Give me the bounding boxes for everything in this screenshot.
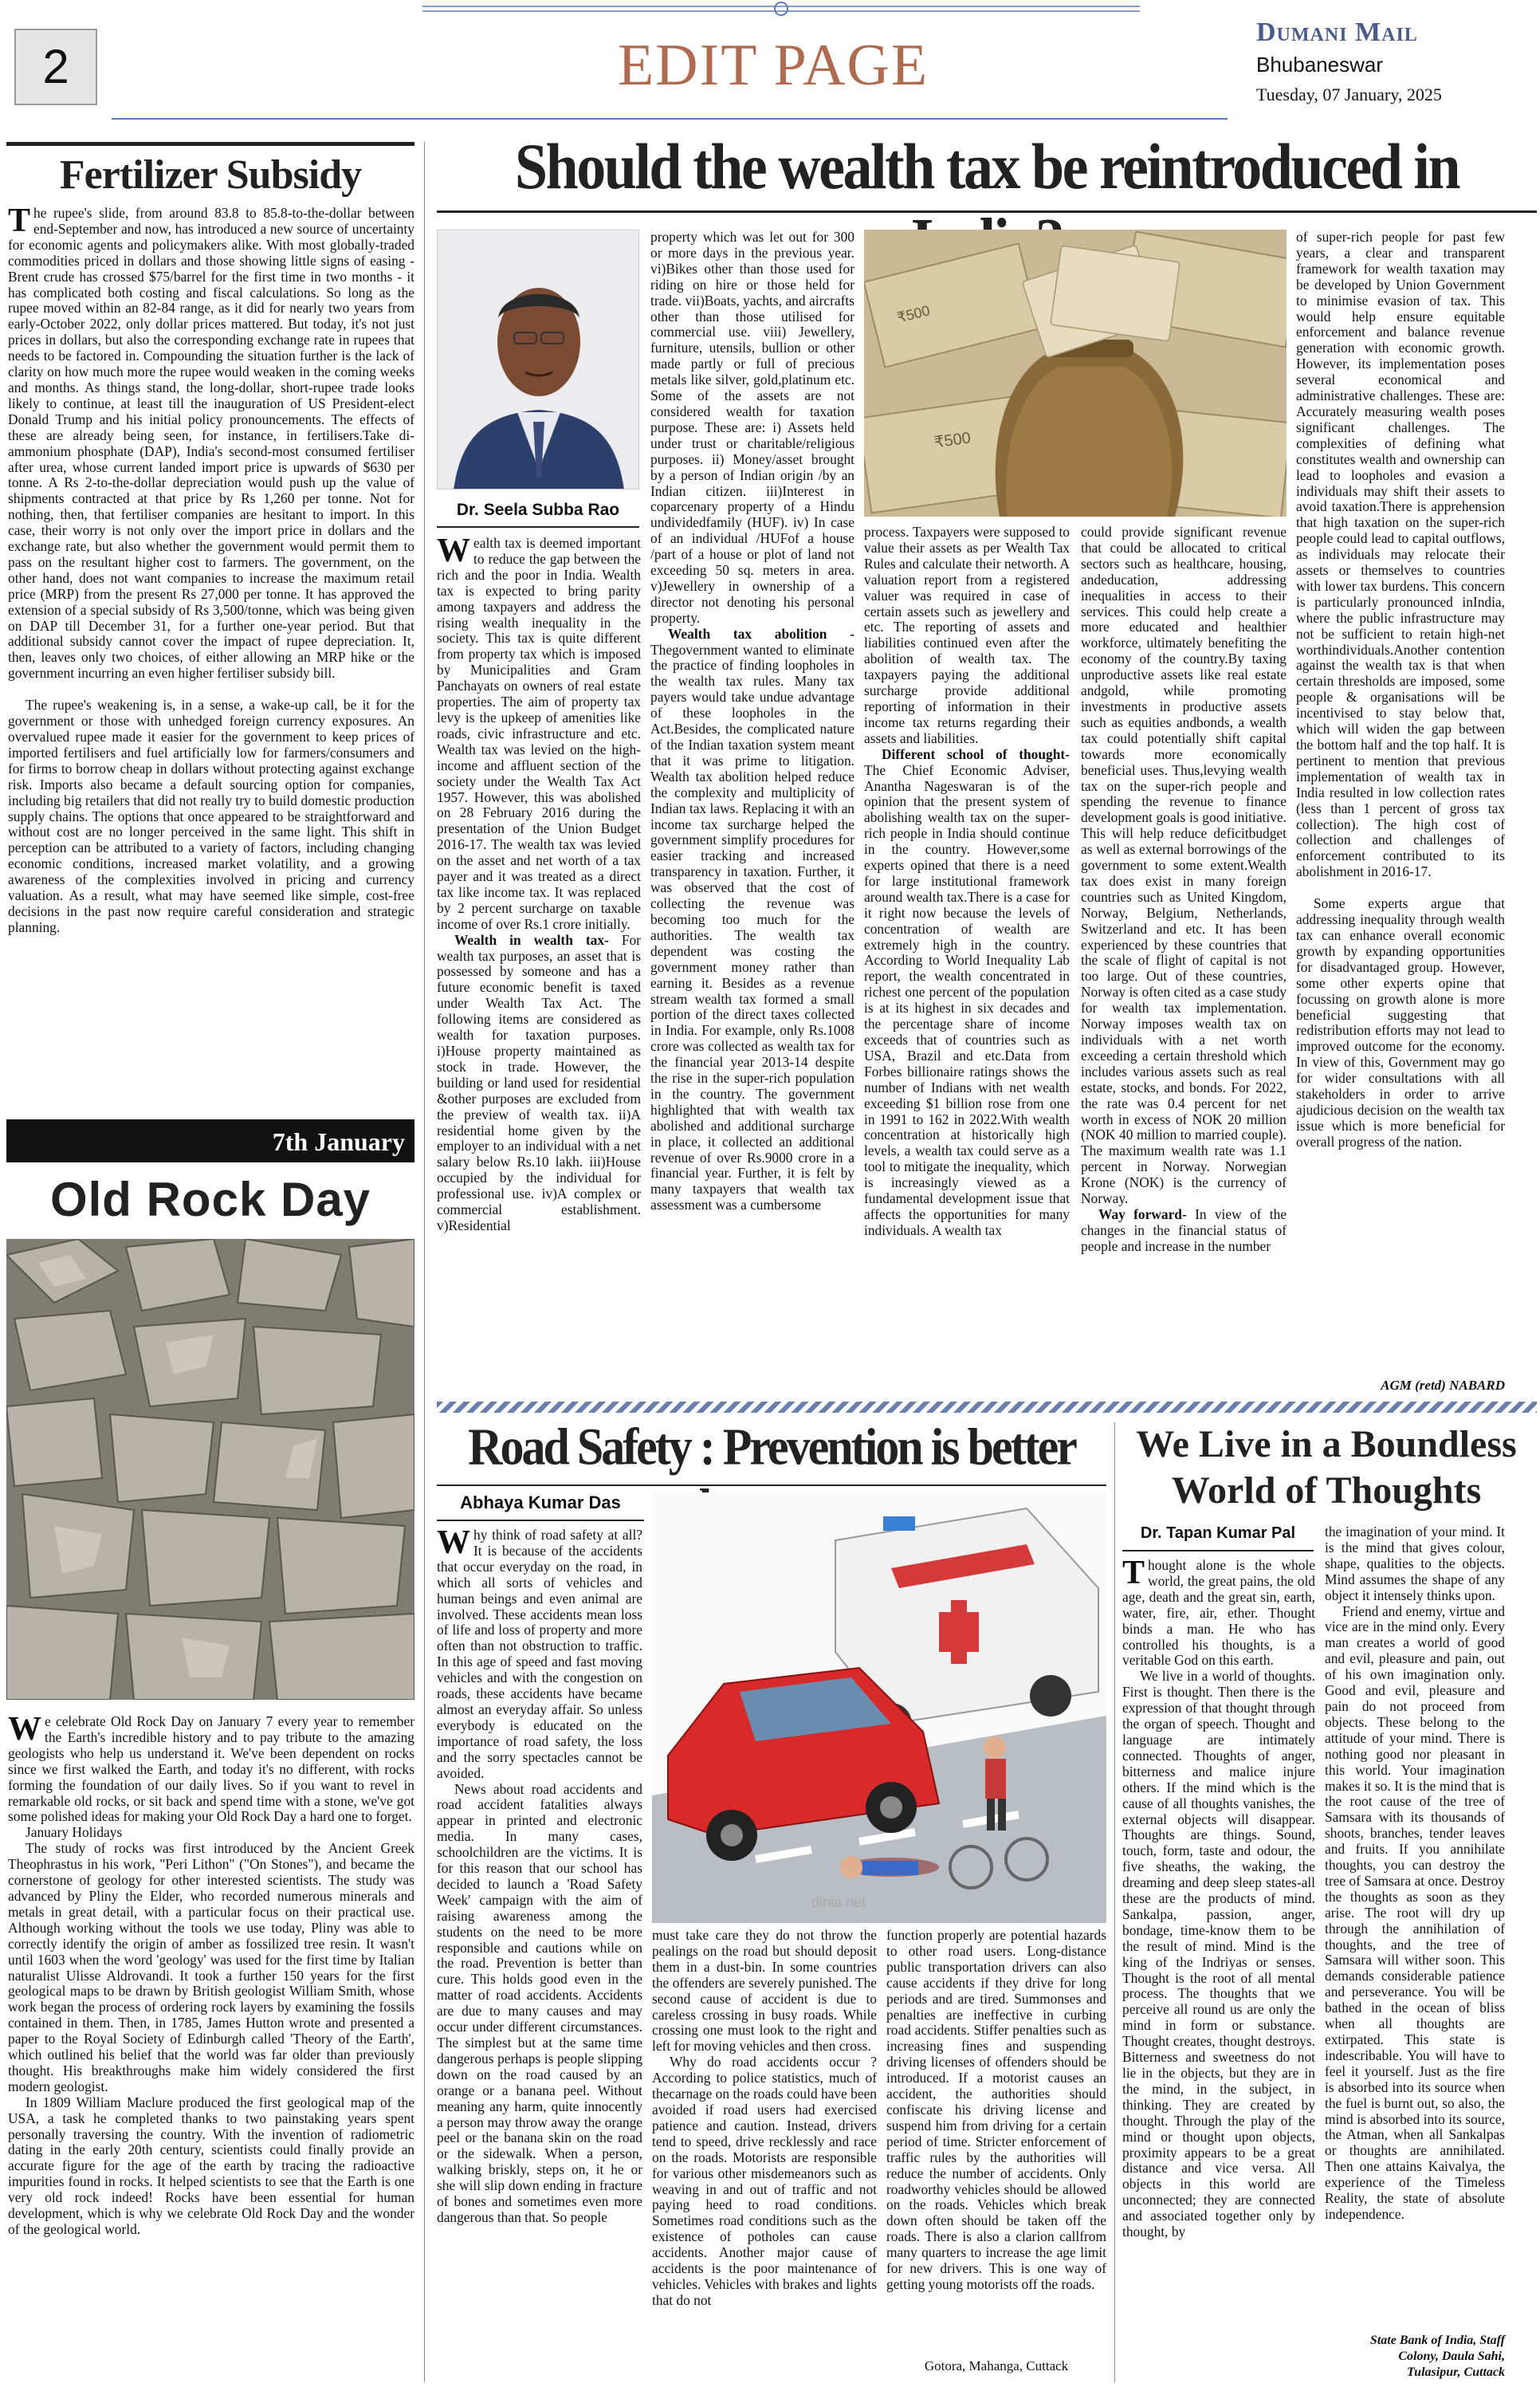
road-col2 bbox=[652, 1928, 877, 2382]
thoughts-col2 bbox=[1325, 1524, 1505, 2325]
oldrock-title: Old Rock Day bbox=[49, 1173, 371, 1226]
thoughts-col1-text: hought alone is the whole world, the great pains, the old age, death and the great sin, earth, water, fire, air, ether. Thought binds a man. He who has controlled his thoughts, is a veritable God on this earth. bbox=[1122, 1558, 1315, 1669]
wealth-col3-text: process. Taxpayers were supposed to value their assets as per Wealth Tax Rules and calculate their networth. A valuation report from a registered valuer was required in case of certain assets such as jewellery and etc. The reporting of assets and liabilities continued even after the abolition of wealth tax. The taxpayers paying the additional surcharge provide additional reporting of information in their income tax returns regarding their assets and liabilities. bbox=[864, 525, 1070, 746]
wealth-col4 bbox=[1081, 525, 1287, 1354]
thoughts-signoff-line2: Colony, Daula Sahi, bbox=[1398, 2350, 1505, 2363]
wealth-author-rule bbox=[437, 526, 639, 528]
oldrock-para1: e celebrate Old Rock Day on January 7 every year to remember the Earth's incredible history and to pay tribute to the amazing geologists who help us understand it. We've been dependent on rocks since we first walked the Earth, and today it's no different, with rocks forming the foundation of our daily lives. So if you want to revel in remarkable old rocks, or sit back and spend time with a stone, we've got some polished ideas for making your Old Rock Day a hard one to forget. bbox=[8, 1714, 414, 1825]
thoughts-col1 bbox=[1122, 1558, 1315, 2382]
road-col2-text: must take care they do not throw the pealings on the road but should deposit them in a dust-bin. In some countries the offenders are severely punished. The second cause of accident is due to careless crossing in busy roads. While crossing one must look to the right and left for moving vehicles and then cross. bbox=[652, 1928, 877, 2055]
wealth-col2b-text: Thegovernment wanted to eliminate the practice of finding loopholes in the wealth tax rules. Many tax payers would take undue advantage of these loopholes in the Act.Besides, the complicated nature of the Indian taxation system meant that it was prime to litigation. Wealth tax abolition helped reduce the complexity and multiplicity of Indian tax laws. Replacing it with an income tax surcharge helped the government simplify procedures for easier tracking and increased transparency in taxation. Further, it was observed that the cost of collecting the revenue was becoming too much for the authorities. The wealth tax dependent was costing the government money rather than earning it. Besides as a revenue stream wealth tax formed a small portion of the direct taxes collected in India. For example, only Rs.1008 crore was collected as wealth tax for the financial year 2013-14 despite the rise in the super-rich population in the country. The government highlighted that with wealth tax abolished and additional surcharge in place, it collected an additional revenue of over Rs.9000 crore in a financial year. Further, it is felt by many taxpayers that wealth tax assessment was a cumbersome bbox=[650, 641, 854, 1213]
road-col3 bbox=[886, 1928, 1106, 2342]
oldrock-date-label: 7th January bbox=[272, 1127, 405, 1156]
fertilizer-title: Fertilizer Subsidy bbox=[59, 152, 362, 198]
wealth-col1b-text: For wealth tax purposes, an asset that is possessed by someone and has a future economic benefit is taxed under Wealth Tax Act. The following items are considered as wealth for taxation purposes. i)House property maintained as stock in trade. However, the building or land used for residential &other purposes are excluded from the preview of wealth tax. ii)A residential home given by the employer to an individual with a net salary below Rs.10 lakh. iii)House occupied by the individual for professional use. iv)A complex or commercial establishment. v)Residential bbox=[437, 931, 641, 1233]
road-col3-text: function properly are potential hazards to other road users. Long-distance public transportation drivers can also cause accidents if they drive for long periods and are tired. Summonses and penalties are ineffective in curbing road accidents. Stiffer penalties such as increasing fines and suspending driving licenses of offenders should be introduced. If a motorist causes an accident, the authorities should confiscate his driving license and suspend him from driving for a certain period of time. Stricter enforcement of traffic rules by the authorities will reduce the number of accidents. Only roadworthy vehicles should be allowed on the roads. Vehicles which break down often should be taken off the roads. There is also a clarion callfrom many quarters to increase the age limit for new drivers. This is one way of getting young motorists off the roads. bbox=[886, 1928, 1106, 2292]
svg-text:₹500: ₹500 bbox=[933, 429, 972, 452]
thoughts-col1b-text: We live in a world of thoughts. First is thought. Then there is the expression of that thought through the organ of speech. Thought and language are intimately connected. Thoughts of anger, bitterness and malice injure others. If the mind which is the cause of all thoughts vanishes, the external objects will disappear. Thoughts are things. Sound, touch, form, taste and odour, the five sheaths, the waking, the dreaming and deep sleep states-all these are the products of mind. Sankalpa, passion, anger, bondage, time-know them to be the result of mind. Mind is the king of the Indriyas or senses. Thought is the root of all mental process. The thoughts that we perceive all round us are only the mind in form or substance. Thought creates, thought destroys. Bitterness and sweetness do not lie in the objects, but they are in the mind, in the subject, in thinking. They are created by thought. Through the play of the mind or thought upon objects, proximity appears to be a great distance and vice versa. All objects in this world are unconnected; they are connected and associated together only by thought, by bbox=[1122, 1668, 1315, 2240]
wealth-col2 bbox=[650, 230, 854, 1352]
road-accident-illustration bbox=[652, 1492, 1106, 1923]
wealth-col4-head: Way forward- bbox=[1098, 1205, 1187, 1222]
dropcap: T bbox=[1122, 1558, 1145, 1591]
oldrock-para2: January Holidays bbox=[26, 1824, 123, 1841]
road-thoughts-divider bbox=[1114, 1422, 1115, 2382]
road-signoff: Gotora, Mahanga, Cuttack bbox=[924, 2358, 1069, 2373]
thoughts-col2-text: the imagination of your mind. It is the mind that gives colour, shape, qualities to the objects. Mind assumes the shape of any object it intensely thinks upon. bbox=[1325, 1524, 1505, 1603]
image-watermark: dinia.net bbox=[811, 1894, 866, 1910]
page-number: 2 bbox=[42, 40, 69, 93]
thoughts-signoff-line3: Tulasipur, Cuttack bbox=[1407, 2365, 1505, 2379]
dropcap: W bbox=[437, 536, 470, 569]
wealth-col1 bbox=[437, 536, 641, 1352]
svg-text:₹500: ₹500 bbox=[895, 302, 932, 326]
author-photo-seela bbox=[437, 230, 639, 490]
wealth-title: Should the wealth tax be reintroduced in bbox=[514, 131, 1459, 203]
road-author-rule bbox=[437, 1520, 644, 1521]
page-number-box bbox=[14, 29, 97, 105]
oldrock-para3: The study of rocks was first introduced by the Ancient Greek Theophrastus in his work, "Peri Lithon" ("On Stones"), and became the cornerstone of geology for other interested scientists. The study was advanced by Pliny the Elder, who recorded numerous minerals and metals in great detail, with a particular focus on their practical use. Although working without the tools we use today, Pliny was able to correctly identify the origin of amber as fossilized tree resin. It wasn't until 1603 when the word 'geology' was used for the first time by Italian naturalist Ulisse Aldrovandi. It took a further 150 years for the first geological maps to be drawn by British geologist William Smith, whose work began the process of ordering rock layers by examining the fossils contained in them. Then, in 1785, James Hutton wrote and presented a paper to the Royal Society of Edinburgh called 'Theory of the Earth', which outlined his belief that the world was far older than previously thought. His breakthroughs make him widely considered the first modern geologist. bbox=[8, 1840, 414, 2094]
wealth-signoff: AGM (retd) NABARD bbox=[1381, 1378, 1505, 1393]
road-author: Abhaya Kumar Das bbox=[460, 1492, 621, 1512]
money-bag-photo bbox=[864, 230, 1287, 517]
wealth-author: Dr. Seela Subba Rao bbox=[456, 501, 620, 519]
thoughts-author: Dr. Tapan Kumar Pal bbox=[1140, 1524, 1296, 1542]
wealth-col5-text: of super-rich people for past few years, a clear and transparent framework for wealth taxation may be developed by Union Government to minimise evasion of tax. This would help ensure equitable enforcement and balance revenue generation with economic growth. However, its implementation poses several economical and administrative challenges. These are: Accurately measuring wealth poses significant challenges. The complexities of defining what constitutes wealth and ownership can lead to loopholes and evasion a individuals may shift their assets to avoid taxation.There is apprehension that high taxation on the super-rich people could lead to capital outflows, as individuals may relocate their assets or themselves to countries with lower tax burdens. This concern is particularly pronounced inIndia, where the public infrastructure may not be sufficient to retain high-net worthindividuals.Another contention against the wealth tax is that when certain thresholds are imposed, some people & organisations will be incentivised to stay below that, which will widen the gap between the bottom half and the top half. It is pertinent to mention that previous implementation of wealth tax in India resulted in low collection rates (less than 1 percent of gross tax collection). The high cost of collection and challenges of enforcement contributed to its abolishment in 2016-17. bbox=[1296, 230, 1505, 880]
wealth-col3b-text: The Chief Economic Adviser, Anantha Nageswaran is of the opinion that the present system of abolishing wealth tax on the super-rich people in India should continue in the country. However,some experts opined that there is a need for large institutional framework around wealth tax.There is a case for it right now because the levels of concentration of wealth are extremely high in the country. According to World Inequality Lab report, the wealth concentrated in richest one percent of the population is at its highest in six decades and the percentage share of income exceeds that of countries such as USA, Brazil and etc.Data from Forbes billionaire ratings shows the number of Indians with net wealth exceeding $1 billion rose from one in 1991 to 162 in 2022.With wealth concentration at historically high levels, a wealth tax could serve as a tool to mitigate the inequality, which is increasingly viewed as a fundamental development issue that affects the opportunities for many individuals. A wealth tax bbox=[864, 761, 1070, 1238]
section-divider-stripes bbox=[437, 1402, 1537, 1413]
road-col2b-text: Why do road accidents occur ? According to police statistics, much of thecarnage on the roads could have been avoided if road users had exercised patience and caution. Instead, drivers tend to speed, drive recklessly and race on the roads. Motorists are responsible for various other misdemeanors such as weaving in and out of traffic and not paying heed to road conditions. Sometimes road conditions such as the existence of potholes can cause accidents. Another major cause of accidents is the poor maintenance of vehicles. Vehicles with brakes and lights that do not bbox=[652, 2054, 877, 2308]
wealth-col5b-text: Some experts argue that addressing inequality through wealth tax can enhance overall economic growth by expanding opportunities for disadvantaged group. However, some other experts opine that focussing on growth alone is more beneficial suggesting that redistribution efforts may not lead to improved outcome for the economy. In view of this, Government may go for wider consultations with all stakeholders in order to arrive ajudicious decision on the wealth tax issue which is more beneficial for overall progress of the nation. bbox=[1296, 895, 1505, 1150]
fertilizer-para2: The rupee's weakening is, in a sense, a wake-up call, be it for the government or those with unhedged foreign currency exposures. An overvalued rupee made it easier for the government to keep prices of imported fertilisers and fuel artificially low for farmers/consumers and for firms to borrow cheap in dollars without protecting against exchange risk. Imports also became a default sourcing option for companies, including big retailers that did not really try to build domestic production supply chains. The options that once appeared to be straightforward and without cost are no longer perceived in the same light. This shift in perception can be attributed to a variety of factors, including changing economic conditions, increased market volatility, and a growing awareness of the complexities involved in pricing and currency valuation. As a result, what may have seemed like simple, cost-free decisions in the past now require careful consideration and strategic planning. bbox=[8, 697, 414, 935]
wealth-col2-text: property which was let out for 300 or more days in the previous year. vi)Bikes other than those used for riding on hire or those held for trade. vii)Boats, yachts, and aircrafts other than those utilised for commercial use. viii) Jewellery, furniture, utensils, bullion or other made partly or full of precious metals like silver, gold,platinum etc. Some of the assets are not considered wealth for taxation purpose. These are: i) Assets held under trust or charitable/religious purposes. ii) Money/asset brought by a person of Indian origin /by an Indian citizen. iii)Interest in coparcenary property of a Hindu undividedfamily (HUF). iv) In case of an individual /HUFof a house /part of a house or plot of land not exceeding 50 sq. meters in area. v)Jewellery in ownership of a director not denoting his personal property. bbox=[650, 230, 854, 626]
dropcap: W bbox=[8, 1714, 41, 1748]
fertilizer-body bbox=[8, 206, 414, 1103]
paper-city: Bhubaneswar bbox=[1256, 53, 1383, 77]
dropcap: W bbox=[437, 1528, 470, 1561]
paper-date: Tuesday, 07 January, 2025 bbox=[1256, 85, 1442, 104]
thoughts-title-line1: We Live in a Boundless bbox=[1136, 1423, 1517, 1465]
paper-name: Dumani Mail bbox=[1256, 18, 1418, 47]
wealth-col4b-text: In view of the changes in the financial status of people and increase in the number bbox=[1081, 1205, 1287, 1254]
masthead-rule bbox=[112, 118, 1228, 120]
masthead-ornament-top bbox=[422, 0, 1140, 18]
wealth-title-rule bbox=[437, 210, 1537, 213]
oldrock-para4: In 1809 William Maclure produced the first geological map of the USA, a task he completed thanks to two painstaking years spent personally traversing the country. With the invention of radiometric dating in the early 20th century, scientists could finally provide an accurate figure for the age of the earth by tracing the radioactive impurities found in rocks. It helped scientists to see that the Earth is one very old rock indeed! Rocks have been essential for human development, which is why we celebrate Old Rock Day and the wonder of the geological world. bbox=[8, 2094, 414, 2237]
wealth-col5 bbox=[1296, 230, 1505, 1330]
section-title: EDIT PAGE bbox=[617, 33, 929, 98]
thoughts-title-line2: World of Thoughts bbox=[1171, 1469, 1482, 1512]
fertilizer-para1: he rupee's slide, from around 83.8 to 85.8-to-the-dollar between end-September and now, has introduced a new source of uncertainty for economic agents and policymakers alike. With most globally-traded commodities priced in dollars and those showing little signs of easing - Brent crude has crossed $75/barrel for the first time in two months - it has complicated both costing and fiscal calculations. So long as the rupee moved within an 82-84 range, as it did for nearly two years from early-October 2022, only dollar prices mattered. But today, it's not just prices in dollars, but also the corresponding exchange rate in rupees that needs to be factored in. Compounding the situation further is the lack of clarity on how much more the rupee would weaken in the coming weeks and months. As things stand, the long-dollar, short-rupee trade looks likely to continue, at least till the inauguration of US President-elect Donald Trump and his initial policy pronouncements. The effects of these are already being seen, for instance, in fertilisers.Take di-ammonium phosphate (DAP), India's second-most consumed fertiliser after urea, whose current landed import price is upwards of $630 per tonne. A Rs 2-to-the-dollar depreciation would push up the value of shipments contracted at that price by Rs 1,260 per tonne. Not for nothing, then, that fertiliser companies are hesitant to import. In this case, their worry is not only over the import price in dollars and the exchange rate, but also whether the government would permit them to pass on the resultant higher cost to farmers. The government, on the other hand, does not want companies to increase the maximum retail price (MRP) from the present Rs 27,000 per tonne. It has approved the extension of a special subsidy of Rs 3,500/tonne, which was being given on DAP till December 31, for a further one-year period. But that additional subsidy cannot cover the impact of rupee depreciation. It, then, leaves only two choices, of either allowing an MRP hike or the government incurring an even higher fertiliser subsidy bill. bbox=[8, 206, 414, 682]
wealth-col4-text: could provide significant revenue that could be allocated to critical sectors such as healthcare, housing, andeducation, addressing inequalities in access to their services. This could help create a more educated and healthier workforce, ultimately benefiting the economy of the country.By taxing unproductive assets like real estate andgold, while promoting investments in productive assets such as equities andbonds, a wealth tax could potentially shift capital towards more economically beneficial uses. Thus,levying wealth tax on the super-rich people and spending the revenue to finance development goals is good initiative. This will help reduce deficitbudget as well as external borrowings of the government to some extent.Wealth tax does exist in many foreign countries such as United Kingdom, Norway, Belgium, Netherlands, Switzerland and etc. It has been experienced by these countries that the scale of flight of capital is not too large. Out of these countries, Norway is often cited as a case study for wealth tax implementation. Norway imposes wealth tax on individuals with a net worth exceeding a certain threshold which includes various assets such as real estate, stocks, and bonds. For 2022, the rate was 0.4 percent for net worth in excess of NOK 20 million (NOK 40 million to married couple). The maximum wealth rate was 1.1 percent in Norway. Norwegian Krone (NOK) is the currency of Norway. bbox=[1081, 525, 1287, 1207]
dropcap: T bbox=[8, 206, 31, 239]
road-col1b-text: News about road accidents and road accident fatalities always appear in printed and electronic media. In many cases, schoolchildren are the victims. It is for this reason that our school has decided to launch a 'Road Safety Week' campaign with the aim of raising awareness among the students on the need to be more responsible and cautions while on the road. Prevention is better than cure. This holds good even in the matter of road accidents. Accidents are due to many causes and may occur under different circumstances. The simplest but at the same time dangerous perhaps is people slipping down on the road caused by an orange or a banana peel. Without meaning any harm, quite innocently a person may throw away the orange peel or the banana skin on the road or the sidewalk. When a person, walking briskly, steps on, it he or she will slip down ending in fracture of bones and sometimes even more dangerous than that. So people bbox=[437, 1780, 642, 2225]
thoughts-col2b-text: Friend and enemy, virtue and vice are in the mind only. Every man creates a world of good and evil, pleasure and pain, out of his own imagination only. Good and evil, pleasure and pain do not proceed from objects. These belong to the attitude of your mind. There is nothing good nor pleasant in this world. Your imagination makes it so. It is the mind that is the root cause of the tree of Samsara with its thousands of shoots, branches, tender leaves and fruits. If you annihilate thoughts, you can destroy the tree of Samsara at once. Destroy the thoughts as soon as they arise. The root will dry up through the annihilation of thoughts, and the tree of Samsara will wither soon. This demands considerable patience and perseverance. You will be bathed in the ocean of bliss when all thoughts are extirpated. This state is indescribable. You will have to feel it yourself. Just as the fire is absorbed into its source when the fuel is burnt out, so also, the mind is absorbed into its source, the Atman, when all Sankalpas or thoughts are annihilated. Then one attains Kaivalya, the experience of the Timeless Reality, the state of absolute independence. bbox=[1325, 1602, 1505, 2222]
left-column-divider bbox=[424, 142, 425, 2382]
wealth-col2-head: Wealth tax abolition - bbox=[668, 625, 854, 642]
wealth-col3 bbox=[864, 525, 1070, 1354]
wealth-col3-head: Different school of thought- bbox=[882, 745, 1070, 762]
thoughts-author-rule bbox=[1122, 1550, 1314, 1551]
road-col1-text: hy think of road safety at all? It is because of the accidents that occur everyday on the road, in which all sorts of vehicles and human beings and even animal are involved. These accidents mean loss of life and loss of property and more often than not obstruction to traffic. In this age of speed and fast moving vehicles and with the congestion on roads, these accidents have became almost an everyday affair. So unless everybody is educated on the importance of road safety, the loss and the sorry spectacles cannot be avoided. bbox=[437, 1528, 642, 1781]
road-col1 bbox=[437, 1528, 642, 2381]
oldrock-body bbox=[8, 1714, 414, 2384]
road-title: Road Safety : Prevention is better bbox=[468, 1418, 1075, 1476]
fertilizer-top-rule bbox=[6, 142, 414, 146]
thoughts-signoff-line1: State Bank of India, Staff bbox=[1369, 2334, 1505, 2347]
thoughts-signoff bbox=[1325, 2333, 1505, 2381]
wealth-col1-text: ealth tax is deemed important to reduce the gap between the rich and the poor in India. Wealth tax is expected to bring parity among taxpayers and address the rising wealth inequality in the society. This tax is quite different from property tax which is imposed by Municipalities and Gram Panchayats on owners of real estate properties. The aim of property tax levy is the upkeep of amenities like roads, civic infrastructure and etc. Wealth tax was levied on the high-income and affluent section of the society under the Wealth Tax Act 1957. However, this was abolished on 28 February 2016 during the presentation of the Union Budget 2016-17. The wealth tax was levied on the asset and net worth of a tax payer and it was treated as a direct tax like income tax. It was replaced by 2 percent surcharge on taxable income of over Rs.1 crore initially. bbox=[437, 536, 641, 932]
rocks-photo bbox=[6, 1239, 414, 1700]
wealth-col1-head: Wealth in wealth tax- bbox=[454, 931, 609, 948]
oldrock-date-banner bbox=[6, 1119, 414, 1162]
road-title-rule bbox=[437, 1485, 1106, 1486]
